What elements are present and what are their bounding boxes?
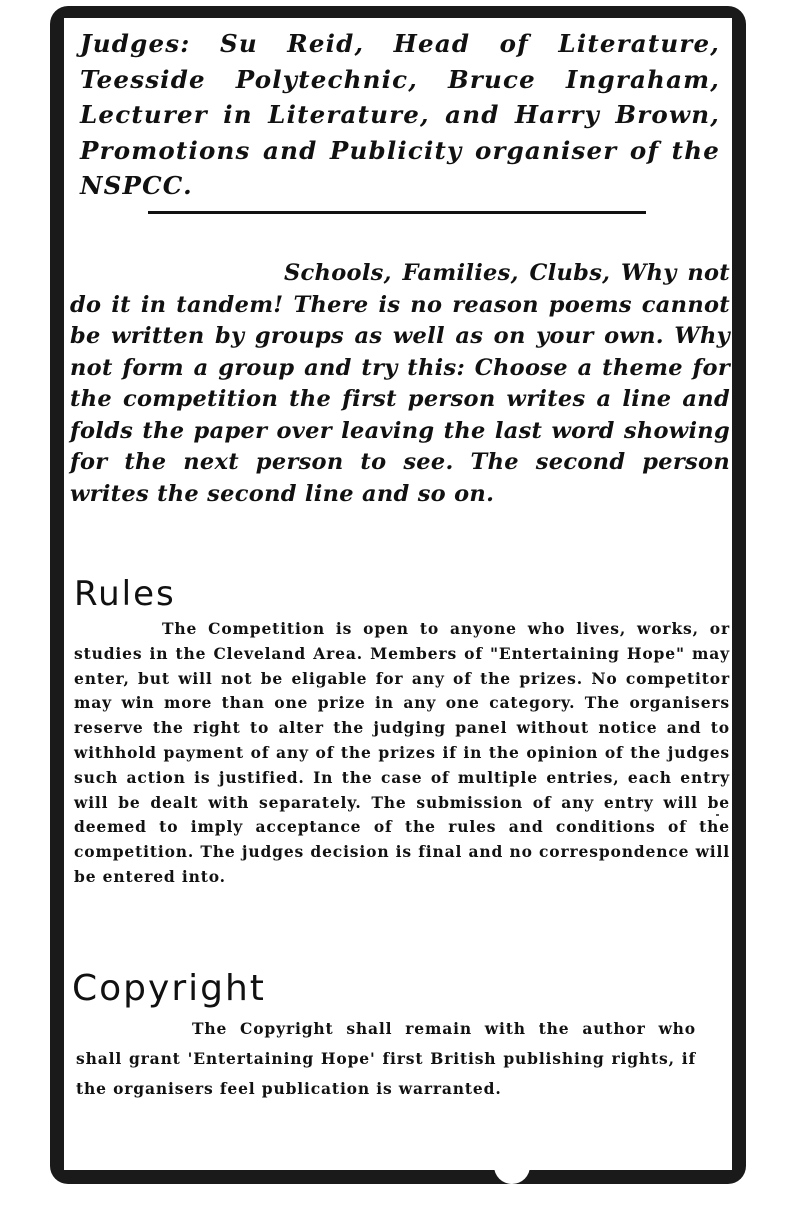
punch-hole <box>494 1148 530 1184</box>
divider-line <box>148 211 646 214</box>
rules-heading: Rules <box>74 574 176 614</box>
copyright-heading: Copyright <box>72 968 266 1009</box>
copyright-paragraph: The Copyright shall remain with the author who shall grant 'Entertaining Hope' first British publishing rights, if the organisers feel publication is warranted. <box>76 1019 696 1098</box>
scan-speck <box>716 814 719 816</box>
rules-paragraph: The Competition is open to anyone who lives, works, or studies in the Cleveland Area. Members of "Entertaining Hope" may enter, but will not be eligable for any of the prizes. No competitor may win more than one prize in any one category. The organisers reserve the right to alter the judging panel without notice and to withhold payment of any of the prizes if in the opinion of the judges such action is justified. In the case of multiple entries, each entry will be dealt with separately. The submission of any entry will be deemed to imply acceptance of the rules and conditions of the competition. The judges decision is final and no correspondence will be entered into. <box>74 619 730 886</box>
tandem-paragraph: Schools, Families, Clubs, Why not do it in tandem! There is no reason poems cannot be written by groups as well as on your own. Why not form a group and try this: Choose a theme for the competition the first person writes a line and folds the paper over leaving the last word showing for the next person to see. The second person writes the second line and so on. <box>70 260 730 507</box>
judges-paragraph: Judges: Su Reid, Head of Literature, Teesside Polytechnic, Bruce Ingraham, Lecturer in Literature, and Harry Brown, Promotions and Publicity organiser of the NSPCC. <box>80 29 720 200</box>
